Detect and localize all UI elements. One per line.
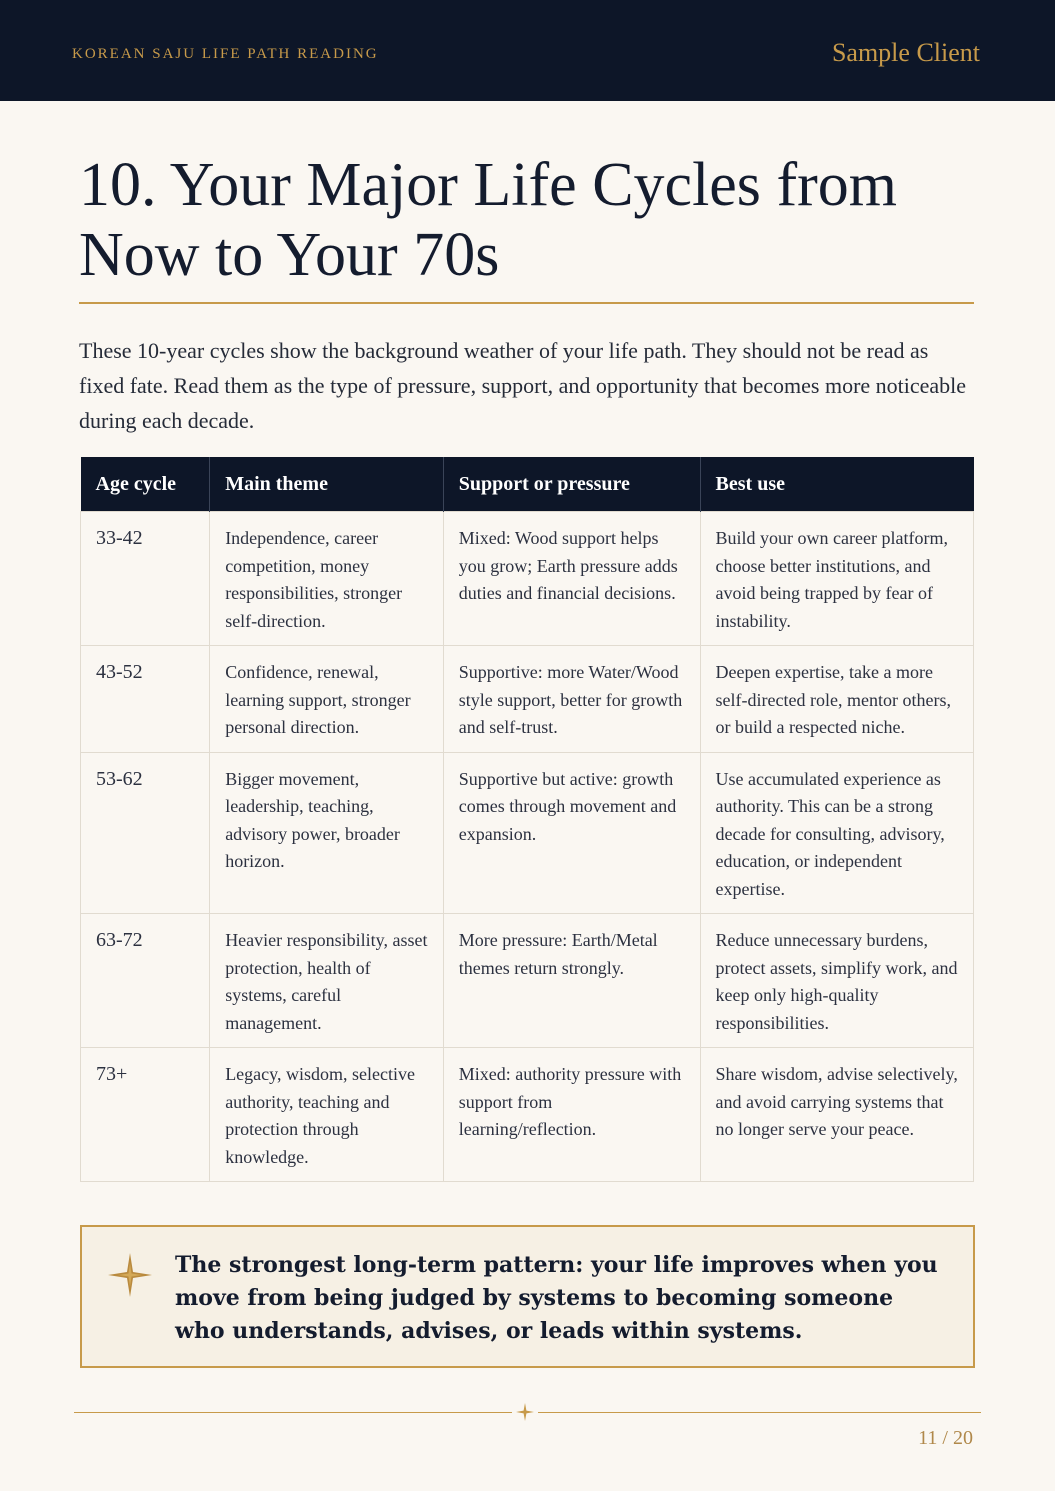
cell-support: More pressure: Earth/Metal themes return strongly. — [443, 914, 700, 1048]
cell-age: 33-42 — [81, 512, 210, 646]
cell-support: Mixed: authority pressure with support from learning/reflection. — [443, 1048, 700, 1182]
cell-support: Mixed: Wood support helps you grow; Earth pressure adds duties and financial decisions. — [443, 512, 700, 646]
cell-best-use: Deepen expertise, take a more self-directed role, mentor others, or build a respected niche. — [700, 646, 973, 753]
table-row — [81, 1048, 974, 1182]
title-divider — [79, 302, 974, 304]
cell-best-use: Share wisdom, advise selectively, and avoid carrying systems that no longer serve your peace. — [700, 1048, 973, 1182]
cell-theme: Heavier responsibility, asset protection, health of systems, careful management. — [210, 914, 444, 1048]
callout-text: The strongest long-term pattern: your life improves when you move from being judged by systems to becoming someone who understands, advises, or leads within systems. — [175, 1252, 938, 1344]
life-cycles-table — [80, 457, 974, 1182]
header-support-pressure: Support or pressure — [443, 457, 700, 512]
cell-best-use: Use accumulated experience as authority. This can be a strong decade for consulting, advisory, education, or independent expertise. — [700, 752, 973, 914]
cell-theme: Legacy, wisdom, selective authority, teaching and protection through knowledge. — [210, 1048, 444, 1182]
cell-age: 43-52 — [81, 646, 210, 753]
cell-age: 53-62 — [81, 752, 210, 914]
table-row — [81, 752, 974, 914]
key-insight-callout — [80, 1225, 975, 1368]
client-name: Sample Client — [831, 38, 980, 67]
star-icon — [108, 1253, 152, 1297]
header-age-cycle: Age cycle — [81, 457, 210, 512]
table-row — [81, 914, 974, 1048]
table-row — [81, 646, 974, 753]
cell-support: Supportive but active: growth comes through movement and expansion. — [443, 752, 700, 914]
cell-theme: Independence, career competition, money responsibilities, stronger self-direction. — [210, 512, 444, 646]
cell-theme: Bigger movement, leadership, teaching, advisory power, broader horizon. — [210, 752, 444, 914]
cell-support: Supportive: more Water/Wood style support, better for growth and self-trust. — [443, 646, 700, 753]
header-bar — [0, 0, 1055, 101]
cell-theme: Confidence, renewal, learning support, stronger personal direction. — [210, 646, 444, 753]
footer-divider-right — [538, 1412, 981, 1413]
cell-age: 63-72 — [81, 914, 210, 1048]
page-number: 11 / 20 — [918, 1427, 973, 1449]
cell-best-use: Build your own career platform, choose better institutions, and avoid being trapped by fear of instability. — [700, 512, 973, 646]
cell-age: 73+ — [81, 1048, 210, 1182]
report-kicker: KOREAN SAJU LIFE PATH READING — [72, 46, 379, 62]
cell-best-use: Reduce unnecessary burdens, protect assets, simplify work, and keep only high-quality responsibilities. — [700, 914, 973, 1048]
star-divider-icon — [516, 1403, 534, 1421]
page-title: 10. Your Major Life Cycles from Now to Your 70s — [79, 151, 897, 289]
footer-divider-left — [74, 1412, 512, 1413]
intro-paragraph: These 10-year cycles show the background weather of your life path. They should not be read as fixed fate. Read them as the type of pressure, support, and opportunity that becomes more noticeable during each decade. — [79, 338, 967, 433]
header-best-use: Best use — [700, 457, 973, 512]
header-main-theme: Main theme — [210, 457, 444, 512]
table-row — [81, 512, 974, 646]
table-header-row — [81, 457, 974, 512]
